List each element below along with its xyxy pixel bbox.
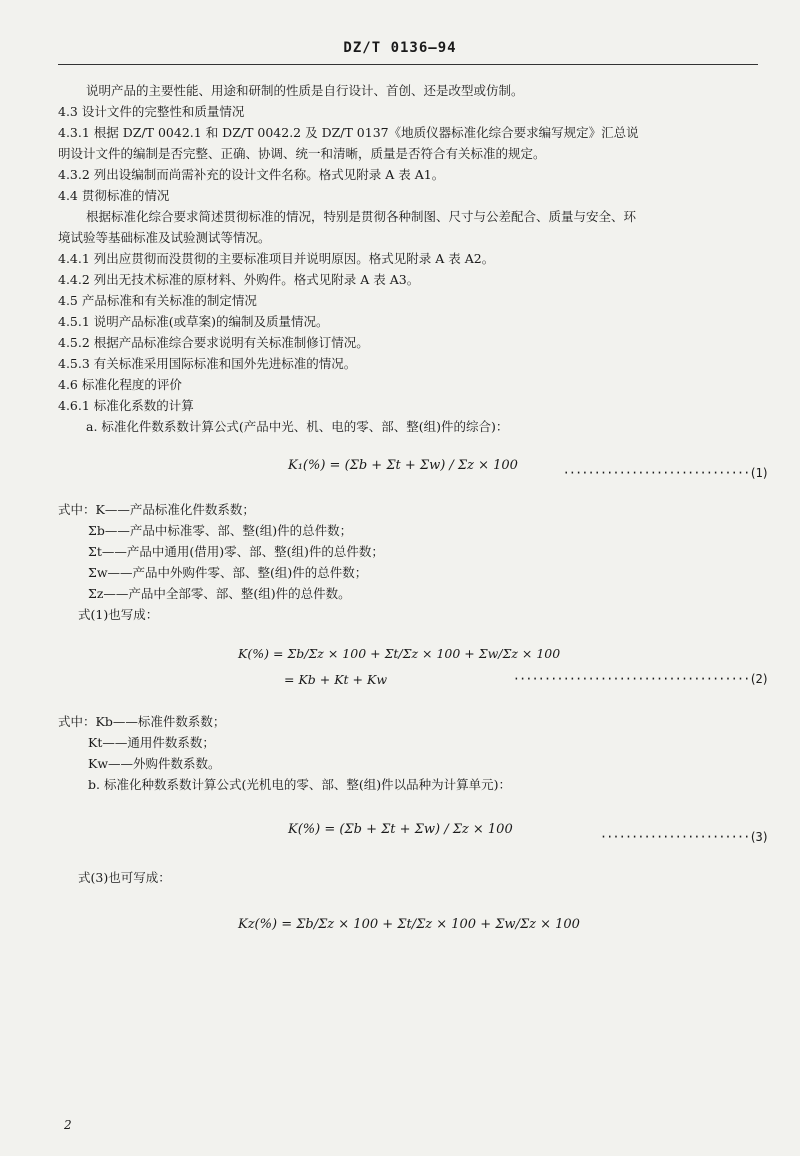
definition: Σw——产品中外购件零、部、整(组)件的总件数； xyxy=(88,565,368,580)
paragraph: 4.4.2 列出无技术标准的原材料、外购件。格式见附录 A 表 A3。 xyxy=(58,272,420,287)
page-header: DZ/T 0136—94 xyxy=(343,40,457,56)
section-heading: 4.4 贯彻标准的情况 xyxy=(58,188,170,203)
document-body xyxy=(58,80,768,958)
definition: Kw——外购件数系数。 xyxy=(88,756,221,771)
paragraph: b. 标准化种数系数计算公式(光机电的零、部、整(组)件以品种为计算单元)： xyxy=(88,777,511,792)
definitions-1 xyxy=(58,499,768,625)
formula-1 xyxy=(58,449,768,489)
paragraph: 4.3.1 根据 DZ/T 0042.1 和 DZ/T 0042.2 及 DZ/T 0137《地质仪器标准化综合要求编写规定》汇总说 xyxy=(58,125,639,140)
page-number: 2 xyxy=(64,1118,72,1132)
definition: Σt——产品中通用(借用)零、部、整(组)件的总件数； xyxy=(88,544,384,559)
definition: 式中：K——产品标准化件数系数； xyxy=(58,502,255,517)
paragraph: 4.6.1 标准化系数的计算 xyxy=(58,398,194,413)
paragraph: 4.5.3 有关标准采用国际标准和国外先进标准的情况。 xyxy=(58,356,357,371)
definition: Kt——通用件数系数； xyxy=(88,735,215,750)
formula-number: ······························(1) xyxy=(562,466,768,480)
formula-2 xyxy=(58,637,768,697)
paragraph: 说明产品的主要性能、用途和研制的性质是自行设计、首创、还是改型或仿制。 xyxy=(86,83,524,98)
paragraph: 4.5.2 根据产品标准综合要求说明有关标准制修订情况。 xyxy=(58,335,369,350)
paragraph: 式(3)也可写成： xyxy=(78,870,171,885)
header-rule xyxy=(58,64,758,65)
definition: Σz——产品中全部零、部、整(组)件的总件数。 xyxy=(88,586,351,601)
formula-text: K₁(%) = (Σb + Σt + Σw) / Σz × 100 xyxy=(288,458,518,473)
definitions-2 xyxy=(58,711,768,795)
formula-number: ························(3) xyxy=(599,830,768,844)
paragraph: 4.3.2 列出设编制而尚需补充的设计文件名称。格式见附录 A 表 A1。 xyxy=(58,167,445,182)
section-heading: 4.5 产品标准和有关标准的制定情况 xyxy=(58,293,257,308)
formula-text: K(%) = Σb/Σz × 100 + Σt/Σz × 100 + Σw/Σz × 100 xyxy=(238,646,561,661)
formula-4 xyxy=(58,908,768,948)
paragraph: 根据标准化综合要求简述贯彻标准的情况，特别是贯彻各种制图、尺寸与公差配合、质量与安全、环 xyxy=(86,209,637,224)
formula-text: = Kb + Kt + Kw xyxy=(284,672,388,687)
section-heading: 4.3 设计文件的完整性和质量情况 xyxy=(58,104,245,119)
paragraph: 境试验等基础标准及试验测试等情况。 xyxy=(58,230,271,245)
paragraph: 式(1)也写成： xyxy=(78,607,159,622)
formula-3 xyxy=(58,813,768,853)
formula-text: K(%) = (Σb + Σt + Σw) / Σz × 100 xyxy=(288,822,513,837)
paragraph: a. 标准化件数系数计算公式(产品中光、机、电的零、部、整(组)件的综合)： xyxy=(86,419,509,434)
definition: Σb——产品中标准零、部、整(组)件的总件数； xyxy=(88,523,353,538)
section-heading: 4.6 标准化程度的评价 xyxy=(58,377,182,392)
paragraph: 4.4.1 列出应贯彻而没贯彻的主要标准项目并说明原因。格式见附录 A 表 A2。 xyxy=(58,251,495,266)
definition: 式中：Kb——标准件数系数； xyxy=(58,714,226,729)
formula-text: Kz(%) = Σb/Σz × 100 + Σt/Σz × 100 + Σw/Σz × 100 xyxy=(238,917,580,932)
formula-number: ······································(2) xyxy=(512,672,768,686)
paragraph: 明设计文件的编制是否完整、正确、协调、统一和清晰，质量是否符合有关标准的规定。 xyxy=(58,146,546,161)
paragraph: 4.5.1 说明产品标准(或草案)的编制及质量情况。 xyxy=(58,314,329,329)
